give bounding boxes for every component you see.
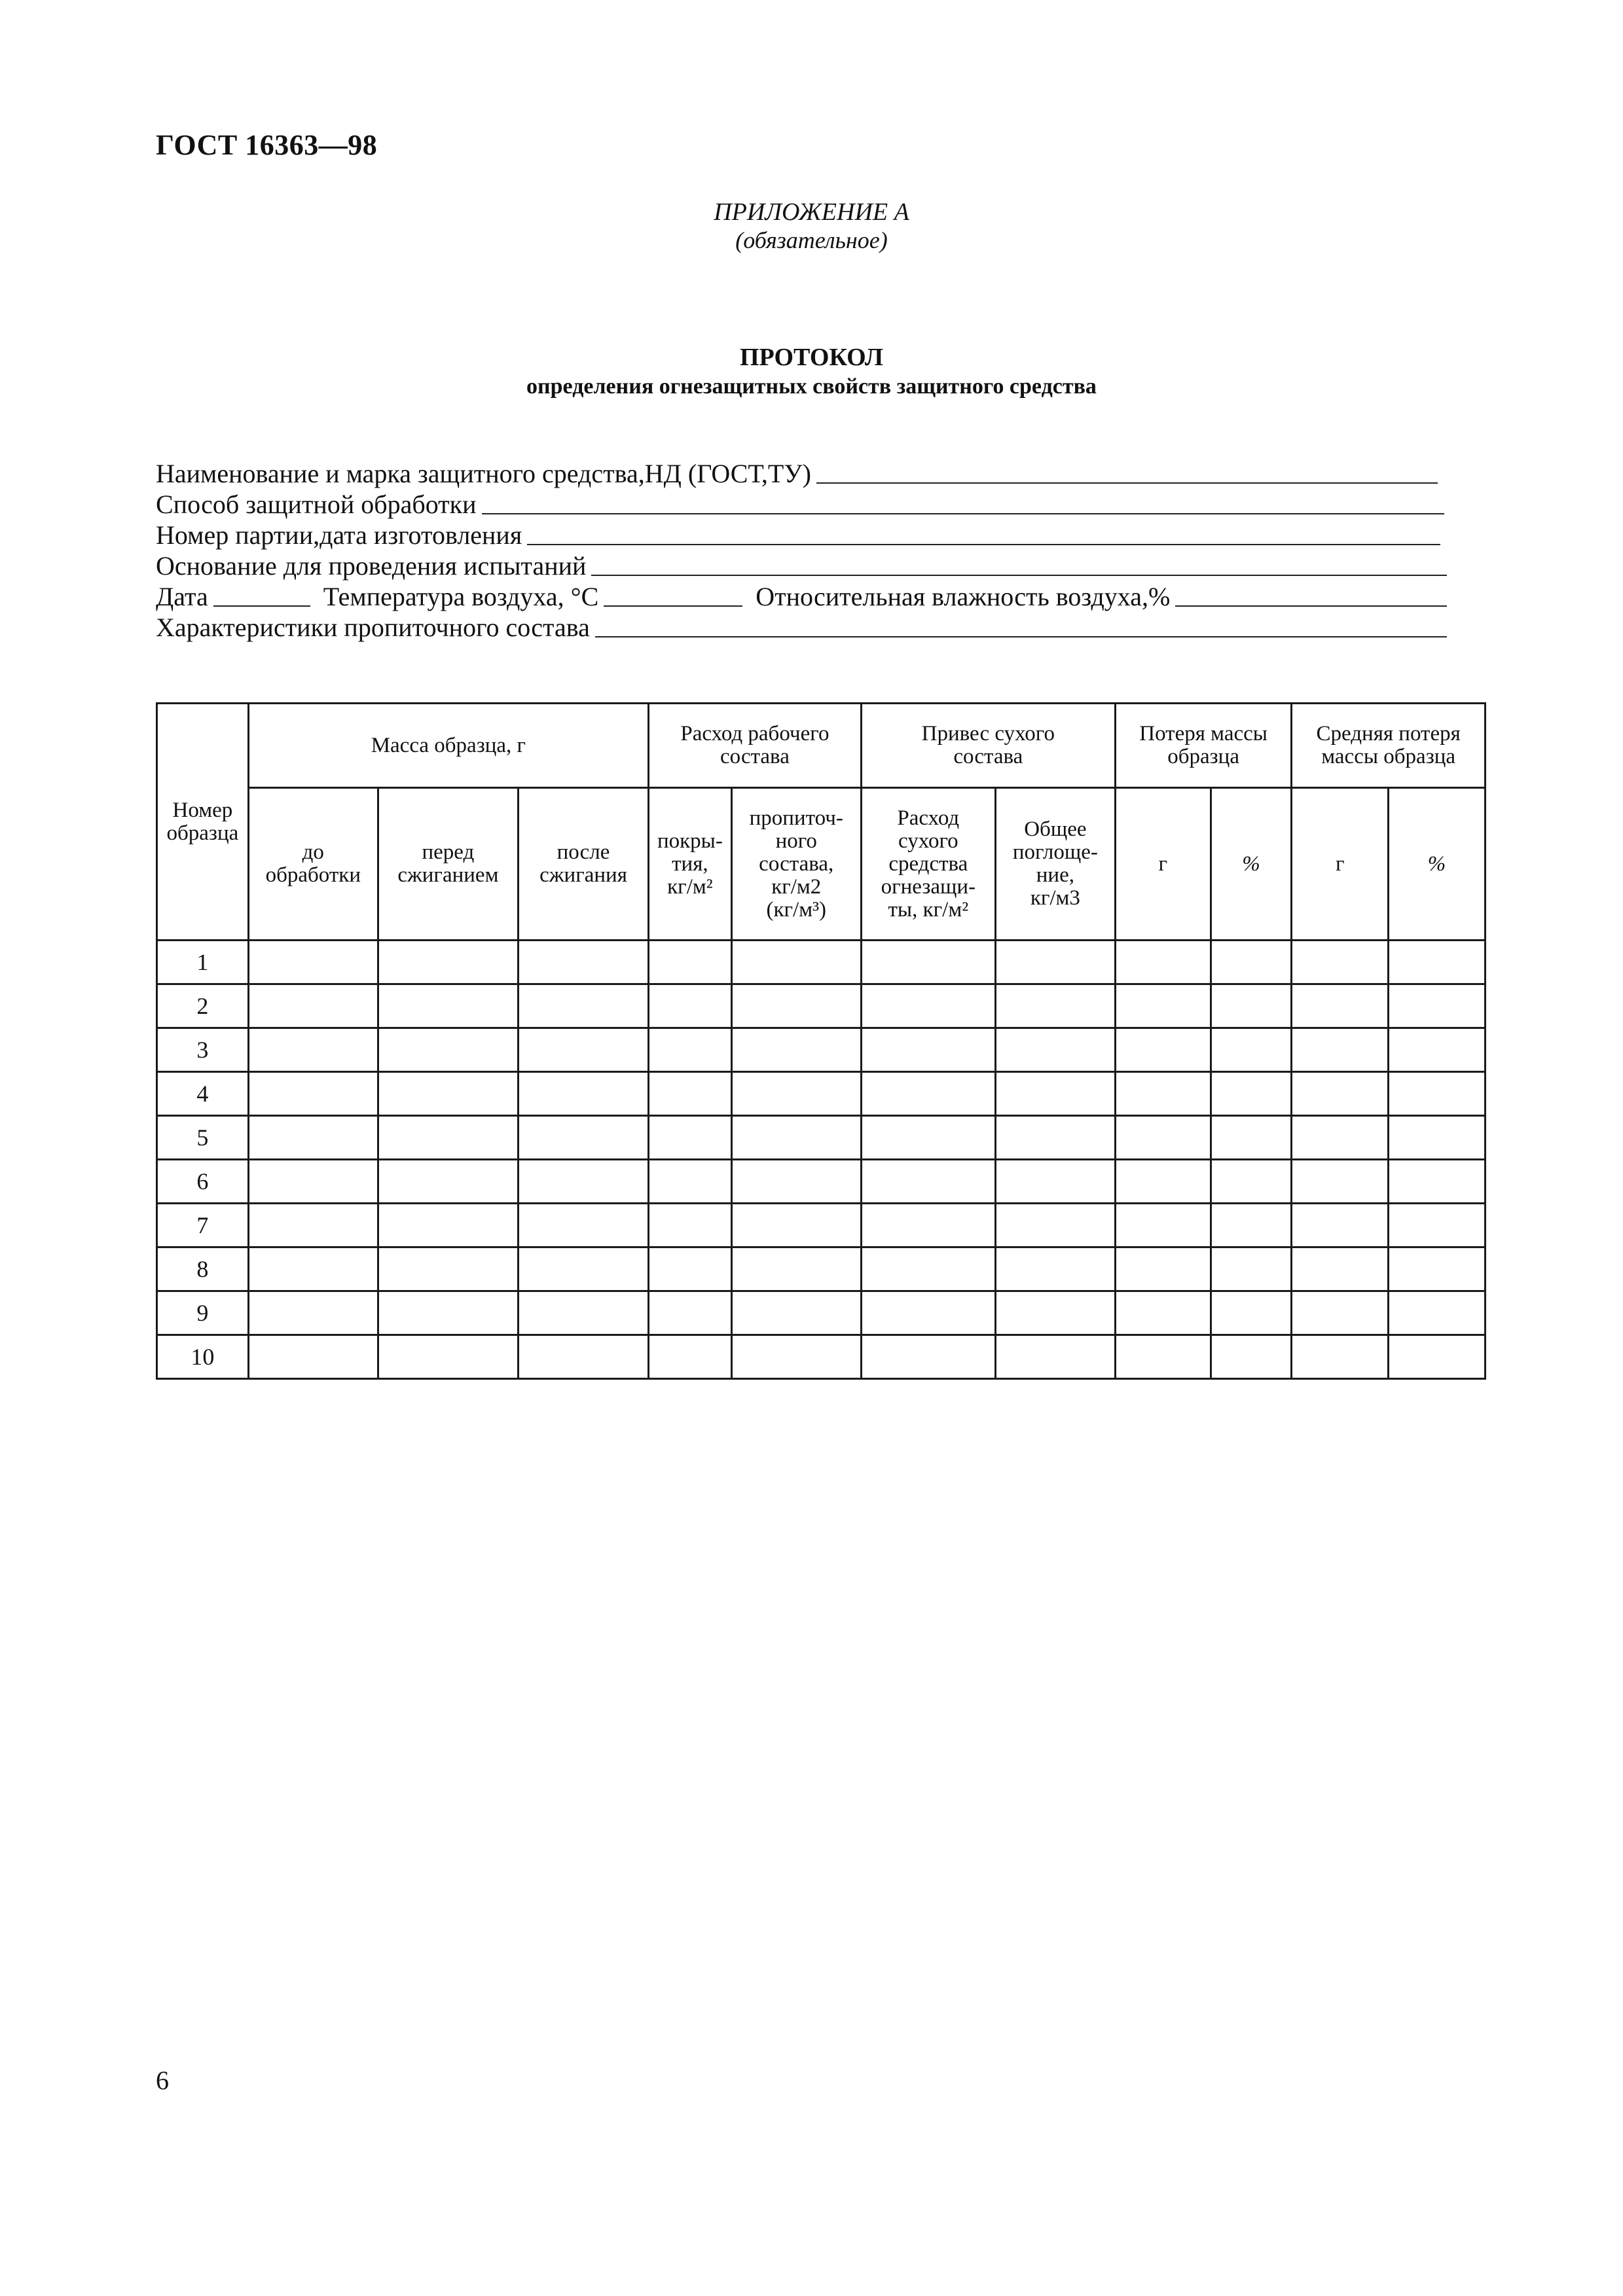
table-cell[interactable] [378, 1335, 518, 1379]
table-cell[interactable] [861, 1028, 995, 1072]
table-cell[interactable] [1211, 1247, 1292, 1291]
table-row [157, 941, 1486, 984]
field-name-row [156, 458, 1440, 489]
table-cell[interactable] [995, 1072, 1115, 1116]
table-cell[interactable] [731, 1072, 861, 1116]
field-date-line[interactable] [213, 605, 310, 607]
sub-dry-consumption: Расход сухого средства огнезащи- ты, кг/м² [861, 788, 995, 941]
table-cell[interactable] [731, 984, 861, 1028]
table-cell[interactable] [1115, 1028, 1211, 1072]
table-cell[interactable] [995, 1204, 1115, 1247]
table-cell[interactable] [1389, 941, 1486, 984]
table-header-row-1 [157, 704, 1486, 788]
table-cell[interactable] [248, 1072, 378, 1116]
table-cell[interactable] [518, 1160, 648, 1204]
table-cell[interactable] [1292, 1028, 1389, 1072]
table-cell[interactable] [1389, 1204, 1486, 1247]
table-cell[interactable] [861, 1335, 995, 1379]
field-basis-row [156, 550, 1450, 581]
standard-header: ГОСТ 16363—98 [156, 129, 378, 161]
table-cell[interactable] [731, 1291, 861, 1335]
sub-avg-loss-grams: г [1292, 788, 1389, 941]
table-cell[interactable] [995, 984, 1115, 1028]
table-cell[interactable] [1211, 941, 1292, 984]
table-cell[interactable] [995, 1247, 1115, 1291]
group-avg-mass-loss: Средняя потеря массы образца [1292, 704, 1486, 788]
table-cell[interactable] [378, 1028, 518, 1072]
table-cell[interactable] [861, 1204, 995, 1247]
table-cell[interactable] [1115, 1335, 1211, 1379]
table-cell[interactable] [1115, 1247, 1211, 1291]
table-cell[interactable] [1292, 1072, 1389, 1116]
table-cell[interactable] [731, 1160, 861, 1204]
table-row [157, 1160, 1486, 1204]
table-cell[interactable] [518, 1335, 648, 1379]
table-cell[interactable] [1115, 1072, 1211, 1116]
table-cell[interactable] [378, 1204, 518, 1247]
table-cell[interactable] [248, 1247, 378, 1291]
table-cell[interactable] [378, 1291, 518, 1335]
page-number: 6 [156, 2066, 169, 2095]
table-cell[interactable] [861, 1116, 995, 1160]
table-body [157, 941, 1486, 1379]
table-cell[interactable] [731, 941, 861, 984]
table-cell[interactable] [649, 1072, 732, 1116]
table-cell[interactable] [649, 984, 732, 1028]
sample-number-cell: 9 [157, 1291, 249, 1335]
table-cell[interactable] [1389, 1335, 1486, 1379]
table-cell[interactable] [861, 984, 995, 1028]
table-cell[interactable] [518, 1291, 648, 1335]
table-cell[interactable] [649, 1160, 732, 1204]
table-row [157, 1204, 1486, 1247]
field-method-label: Способ защитной обработки [156, 490, 477, 519]
sub-coating: покры- тия, кг/м² [649, 788, 732, 941]
table-cell[interactable] [861, 941, 995, 984]
table-cell[interactable] [378, 984, 518, 1028]
field-name-label: Наименование и марка защитного средства,НД (ГОСТ,ТУ) [156, 459, 811, 488]
table-cell[interactable] [378, 1160, 518, 1204]
table-cell[interactable] [1389, 1116, 1486, 1160]
sub-loss-percent: % [1211, 788, 1292, 941]
table-cell[interactable] [1211, 1072, 1292, 1116]
table-row [157, 1072, 1486, 1116]
table-cell[interactable] [649, 941, 732, 984]
table-cell[interactable] [649, 1028, 732, 1072]
protocol-title: ПРОТОКОЛ [739, 344, 884, 371]
table-cell[interactable] [248, 1291, 378, 1335]
field-basis-line[interactable] [591, 575, 1447, 576]
table-cell[interactable] [1292, 1247, 1389, 1291]
sample-number-cell: 6 [157, 1160, 249, 1204]
sample-number-cell: 2 [157, 984, 249, 1028]
table-cell[interactable] [1292, 941, 1389, 984]
table-cell[interactable] [1115, 1116, 1211, 1160]
field-method-line[interactable] [482, 513, 1445, 514]
sample-number-cell: 7 [157, 1204, 249, 1247]
table-cell[interactable] [1115, 941, 1211, 984]
field-date-label: Дата [156, 582, 208, 611]
table-cell[interactable] [861, 1160, 995, 1204]
protocol-fields [156, 458, 1465, 643]
table-header-row-2 [157, 788, 1486, 941]
table-cell[interactable] [1211, 1160, 1292, 1204]
sub-before-burning: перед сжиганием [378, 788, 518, 941]
field-impregnation-label: Характеристики пропиточного состава [156, 613, 590, 642]
table-cell[interactable] [649, 1291, 732, 1335]
table-row [157, 1291, 1486, 1335]
table-row [157, 984, 1486, 1028]
table-cell[interactable] [1211, 1204, 1292, 1247]
sub-after-burning: после сжигания [518, 788, 648, 941]
field-temp-line[interactable] [604, 605, 742, 607]
table-row [157, 1028, 1486, 1072]
table-cell[interactable] [248, 1335, 378, 1379]
field-impregnation-line[interactable] [595, 636, 1447, 637]
table-cell[interactable] [649, 1247, 732, 1291]
table-cell[interactable] [1389, 1072, 1486, 1116]
table-cell[interactable] [248, 1028, 378, 1072]
table-cell[interactable] [378, 1116, 518, 1160]
table-cell[interactable] [731, 1204, 861, 1247]
table-cell[interactable] [1211, 1291, 1292, 1335]
field-basis-label: Основание для проведения испытаний [156, 551, 587, 581]
table-cell[interactable] [248, 1116, 378, 1160]
field-temp-label: Температура воздуха, °С [323, 582, 599, 611]
table-cell[interactable] [995, 1028, 1115, 1072]
table-cell[interactable] [1292, 1335, 1389, 1379]
table-cell[interactable] [995, 1160, 1115, 1204]
table-cell[interactable] [248, 984, 378, 1028]
table-cell[interactable] [731, 1247, 861, 1291]
table-cell[interactable] [649, 1116, 732, 1160]
sub-avg-loss-percent: % [1389, 788, 1486, 941]
sample-number-cell: 5 [157, 1116, 249, 1160]
appendix-subtitle: (обязательное) [735, 227, 888, 253]
field-humidity-label: Относительная влажность воздуха,% [756, 582, 1171, 611]
table-cell[interactable] [731, 1335, 861, 1379]
table-cell[interactable] [1389, 1028, 1486, 1072]
sub-impregnating: пропиточ- ного состава, кг/м2 (кг/м³) [731, 788, 861, 941]
table-cell[interactable] [518, 1204, 648, 1247]
sample-number-cell: 10 [157, 1335, 249, 1379]
group-dry-gain: Привес сухого состава [861, 704, 1115, 788]
table-cell[interactable] [248, 1160, 378, 1204]
table-cell[interactable] [1211, 1116, 1292, 1160]
group-mass-loss: Потеря массы образца [1115, 704, 1291, 788]
table-cell[interactable] [1292, 1291, 1389, 1335]
appendix-title: ПРИЛОЖЕНИЕ А [714, 198, 909, 226]
table-cell[interactable] [649, 1335, 732, 1379]
table-cell[interactable] [378, 941, 518, 984]
table-cell[interactable] [1115, 1160, 1211, 1204]
table-cell[interactable] [731, 1028, 861, 1072]
field-batch-row [156, 520, 1443, 550]
sample-number-cell: 3 [157, 1028, 249, 1072]
table-cell[interactable] [518, 1116, 648, 1160]
table-cell[interactable] [1211, 984, 1292, 1028]
table-cell[interactable] [248, 941, 378, 984]
table-row [157, 1247, 1486, 1291]
field-conditions-row [156, 581, 1450, 612]
table-row [157, 1116, 1486, 1160]
table-cell[interactable] [995, 1335, 1115, 1379]
table-cell[interactable] [518, 941, 648, 984]
table-cell[interactable] [1115, 1204, 1211, 1247]
table-cell[interactable] [1389, 984, 1486, 1028]
col-sample-number: Номер образца [157, 704, 249, 941]
sub-total-absorption: Общее поглоще- ние, кг/м3 [995, 788, 1115, 941]
table-cell[interactable] [1389, 1291, 1486, 1335]
table-cell[interactable] [248, 1204, 378, 1247]
group-working-consumption: Расход рабочего состава [649, 704, 862, 788]
table-cell[interactable] [1115, 984, 1211, 1028]
table-cell[interactable] [1292, 1160, 1389, 1204]
table-cell[interactable] [1292, 984, 1389, 1028]
table-cell[interactable] [995, 1291, 1115, 1335]
table-cell[interactable] [861, 1247, 995, 1291]
table-cell[interactable] [378, 1072, 518, 1116]
table-row [157, 1335, 1486, 1379]
table-cell[interactable] [1292, 1116, 1389, 1160]
sample-number-cell: 1 [157, 941, 249, 984]
table-cell[interactable] [861, 1072, 995, 1116]
table-cell[interactable] [731, 1116, 861, 1160]
table-cell[interactable] [1211, 1335, 1292, 1379]
sub-loss-grams: г [1115, 788, 1211, 941]
group-sample-mass: Масса образца, г [248, 704, 648, 788]
table-cell[interactable] [1292, 1204, 1389, 1247]
table-cell[interactable] [518, 1072, 648, 1116]
field-method-row [156, 489, 1447, 520]
table-cell[interactable] [1115, 1291, 1211, 1335]
table-cell[interactable] [1211, 1028, 1292, 1072]
field-batch-label: Номер партии,дата изготовления [156, 520, 522, 550]
field-impregnation-row [156, 612, 1450, 643]
table-cell[interactable] [378, 1247, 518, 1291]
sub-before-treatment: до обработки [248, 788, 378, 941]
table-cell[interactable] [518, 984, 648, 1028]
table-cell[interactable] [995, 941, 1115, 984]
protocol-table [156, 702, 1486, 1380]
sample-number-cell: 4 [157, 1072, 249, 1116]
field-humidity-line[interactable] [1175, 605, 1447, 607]
field-batch-line[interactable] [527, 544, 1440, 545]
table-cell[interactable] [518, 1247, 648, 1291]
table-cell[interactable] [861, 1291, 995, 1335]
table-cell[interactable] [1389, 1160, 1486, 1204]
sample-number-cell: 8 [157, 1247, 249, 1291]
table-cell[interactable] [1389, 1247, 1486, 1291]
table-cell[interactable] [649, 1204, 732, 1247]
table-cell[interactable] [995, 1116, 1115, 1160]
table-cell[interactable] [518, 1028, 648, 1072]
protocol-subtitle: определения огнезащитных свойств защитного средства [526, 374, 1097, 399]
field-name-line[interactable] [816, 482, 1438, 484]
